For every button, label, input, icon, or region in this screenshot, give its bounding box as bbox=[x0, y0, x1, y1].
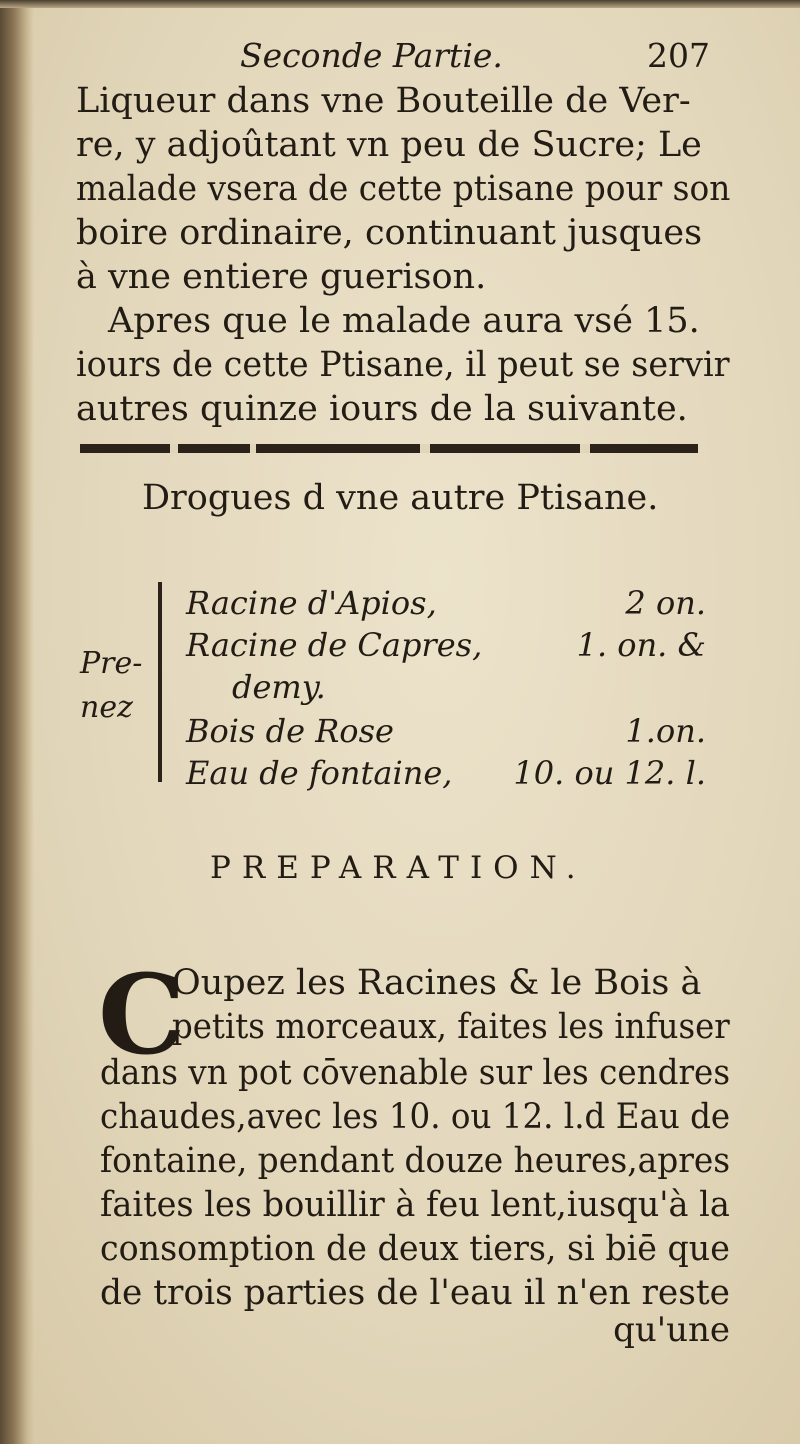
text-line: chaudes,avec les 10. ou 12. l.d Eau de bbox=[100, 1097, 731, 1137]
prenez-label: nez bbox=[80, 690, 133, 725]
ingredient-quantity: 2 on. bbox=[625, 584, 706, 622]
running-title: Seconde Partie. bbox=[240, 36, 503, 75]
text-line: fontaine, pendant douze heures,apres bbox=[100, 1141, 731, 1181]
running-header bbox=[240, 36, 710, 86]
text-line: re, y adjoûtant vn peu de Sucre; Le bbox=[76, 125, 702, 165]
text-line: autres quinze iours de la suivante. bbox=[76, 389, 688, 429]
ingredient-name: Racine d'Apios, bbox=[186, 584, 437, 622]
text-line: boire ordinaire, continuant jusques bbox=[76, 213, 703, 253]
text-line: faites les bouillir à feu lent,iusqu'à la bbox=[100, 1185, 730, 1225]
text-line: iours de cette Ptisane, il peut se servir bbox=[76, 345, 730, 385]
ingredient-quantity: 1. on. & bbox=[576, 626, 706, 664]
ingredient-row bbox=[186, 626, 706, 668]
ingredient-name: Bois de Rose bbox=[186, 712, 394, 750]
text-line: dans vn pot cōvenable sur les cendres bbox=[100, 1053, 731, 1093]
text-line: petits morceaux, faites les infuser bbox=[172, 1007, 730, 1047]
section-title: Drogues d vne autre Ptisane. bbox=[142, 478, 659, 518]
text-line: Oupez les Racines & le Bois à bbox=[172, 963, 702, 1003]
book-gutter bbox=[0, 0, 34, 1444]
ingredient-quantity: 1.on. bbox=[625, 712, 706, 750]
ingredient-name: Racine de Capres, bbox=[186, 626, 483, 664]
ingredient-row bbox=[186, 712, 706, 754]
catchword: qu'une bbox=[613, 1310, 730, 1350]
page-top-edge bbox=[0, 0, 800, 8]
text-line: malade vsera de cette ptisane pour son bbox=[76, 169, 731, 209]
text-line: de trois parties de l'eau il n'en reste bbox=[100, 1273, 730, 1313]
ingredient-name: demy. bbox=[232, 668, 326, 706]
ingredient-name: Eau de fontaine, bbox=[186, 754, 453, 792]
ingredient-row bbox=[186, 584, 706, 626]
preparation-heading: PREPARATION. bbox=[210, 850, 587, 886]
prenez-label: Pre- bbox=[80, 646, 143, 681]
ingredient-row bbox=[232, 668, 706, 710]
prescription-bracket bbox=[158, 582, 162, 782]
ingredient-row bbox=[186, 754, 706, 796]
text-line: consomption de deux tiers, si biē que bbox=[100, 1229, 730, 1269]
ingredient-quantity: 10. ou 12. l. bbox=[513, 754, 706, 792]
page-number: 207 bbox=[647, 36, 710, 75]
text-line: à vne entiere guerison. bbox=[76, 257, 487, 297]
text-line: Apres que le malade aura vsé 15. bbox=[108, 301, 700, 341]
drop-cap: C bbox=[98, 950, 186, 1079]
text-line: Liqueur dans vne Bouteille de Ver- bbox=[76, 81, 691, 121]
section-divider bbox=[80, 444, 698, 453]
